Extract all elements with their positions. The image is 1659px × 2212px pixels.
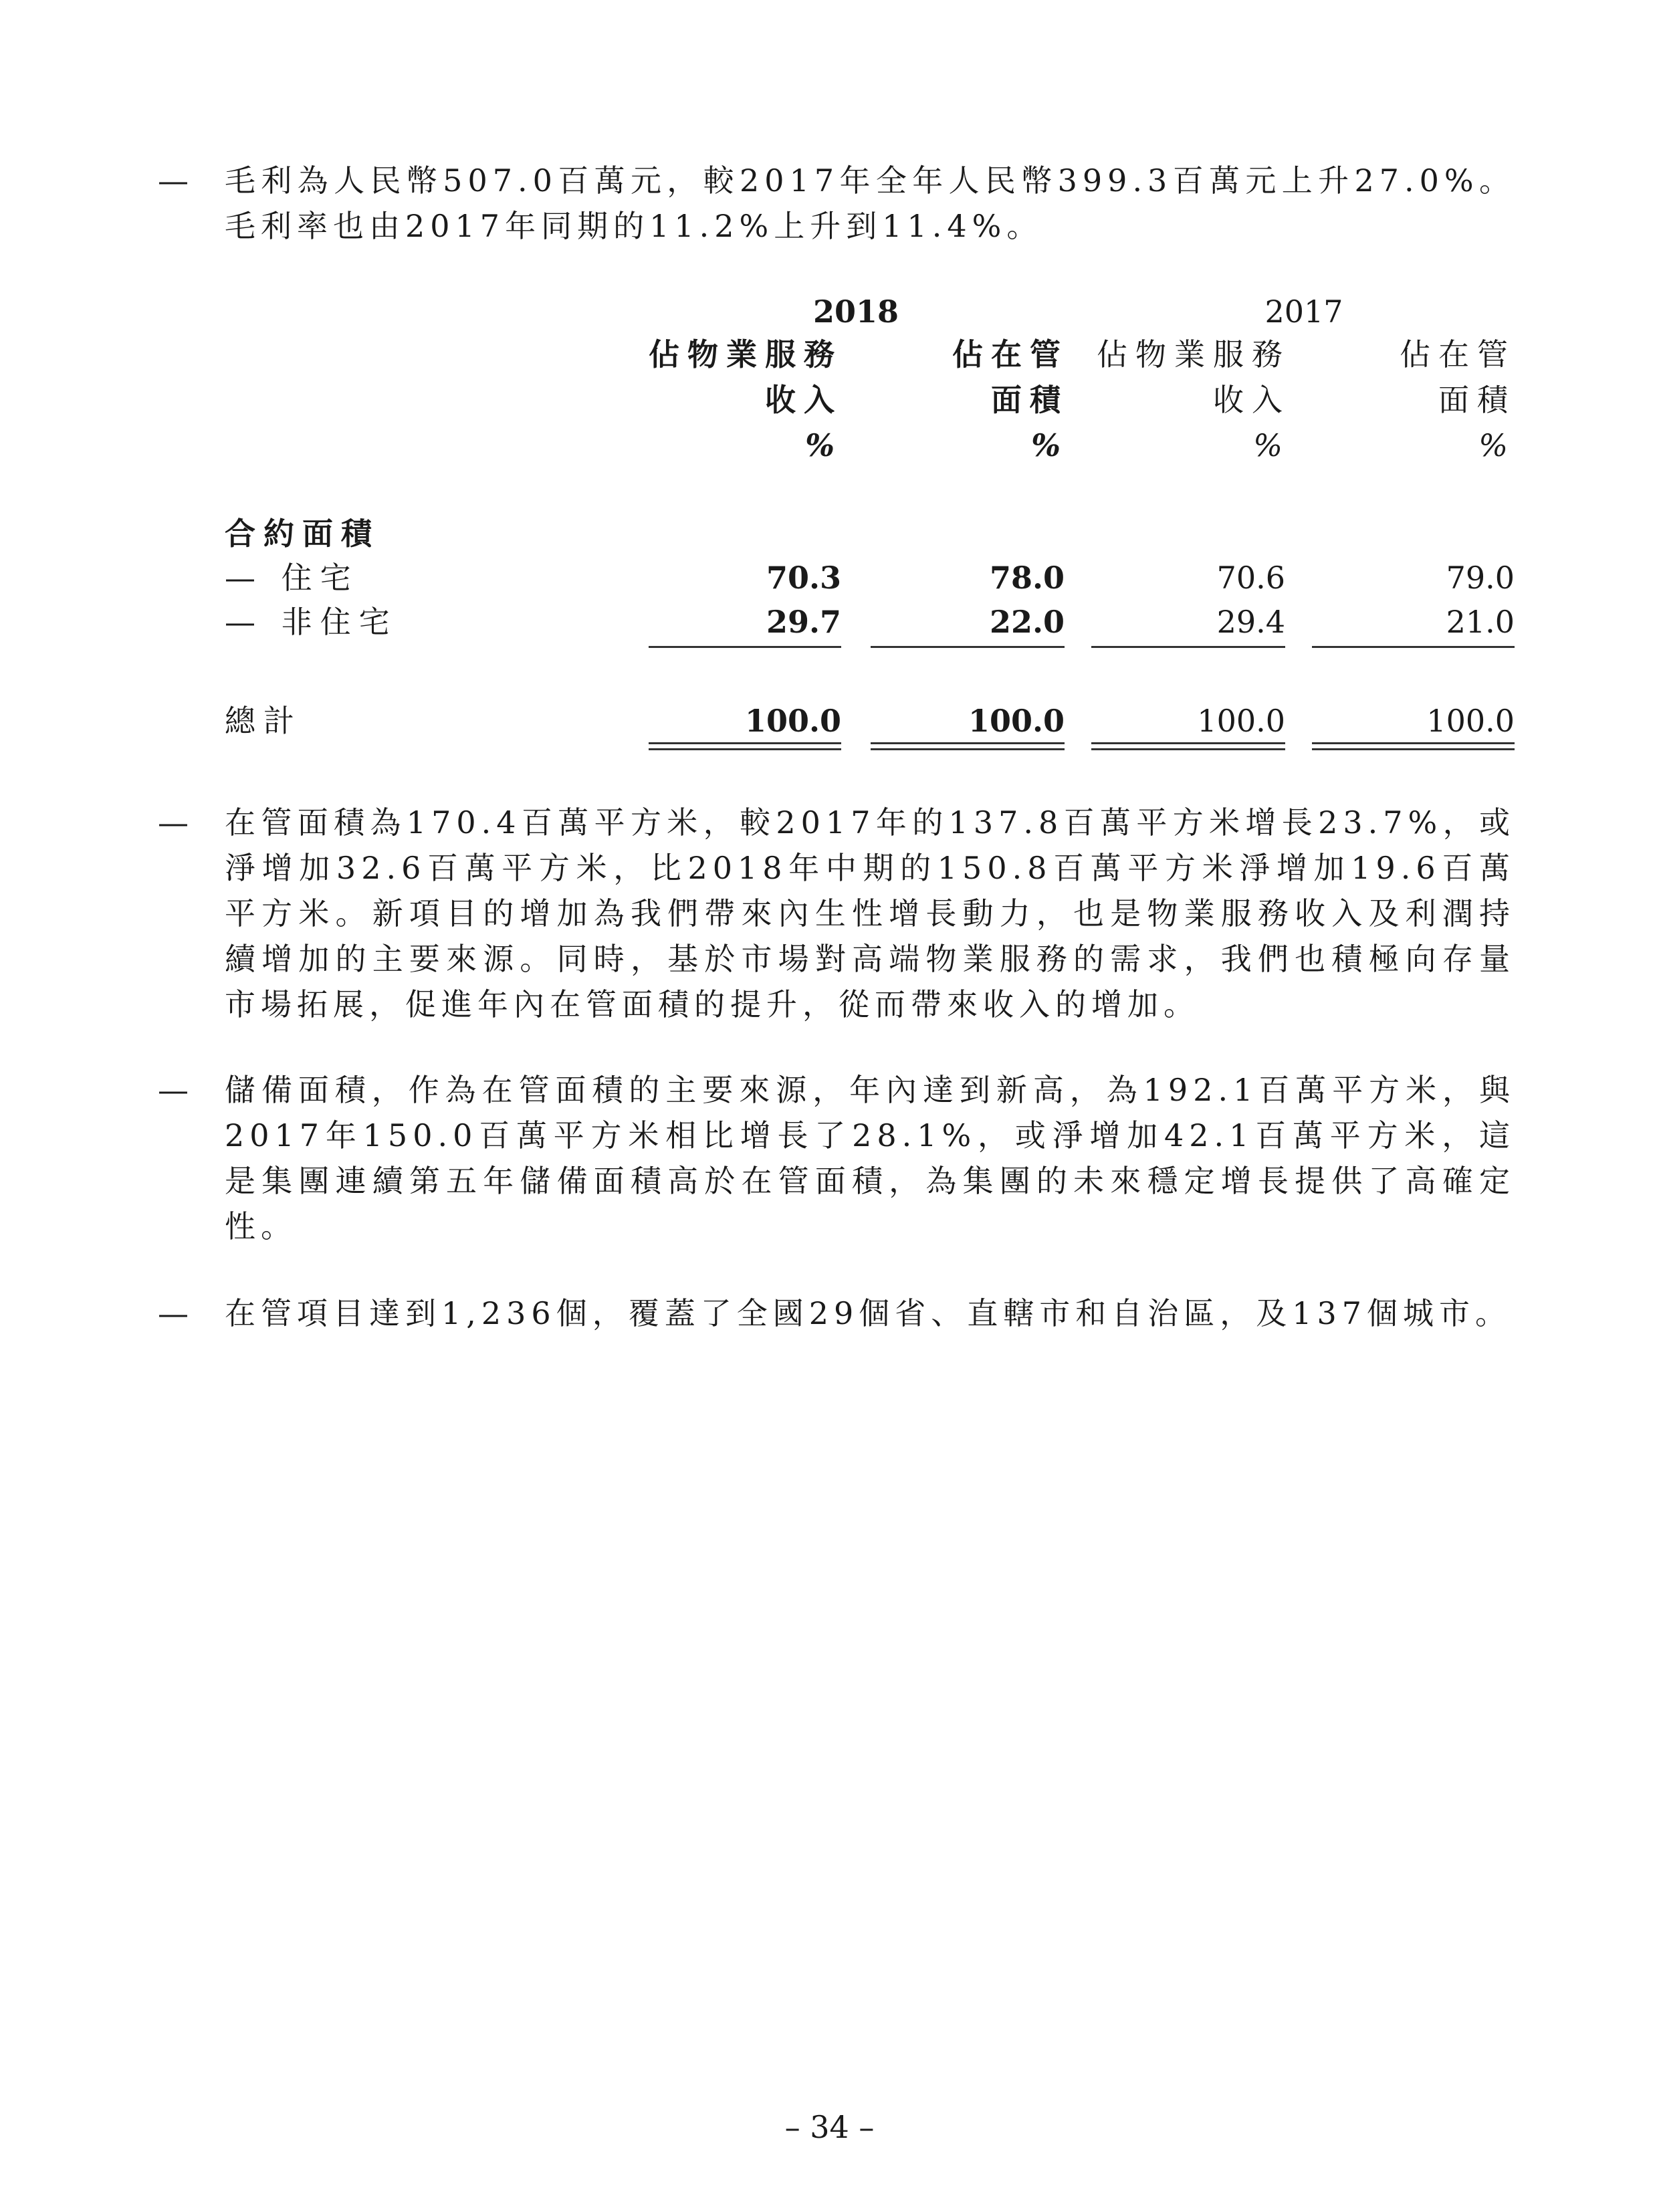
header-2017-area: 佔在管 [1400, 336, 1516, 372]
cell-2018-area-total: 100.0 [968, 703, 1065, 739]
bullet-text: 在管項目達到1,236個，覆蓋了全國29個省、直轄市和自治區，及137個城市。 [225, 1295, 1512, 1331]
bullet-dash: — [158, 1295, 189, 1331]
unit-2018-revenue: % [805, 427, 835, 463]
bullet-reserve-area [158, 1067, 1515, 1254]
cell-2018-revenue-total: 100.0 [744, 703, 841, 739]
cell-2018-area-residential: 78.0 [989, 560, 1065, 596]
bullet-dash: — [158, 1072, 189, 1108]
unit-2017-revenue: % [1253, 427, 1283, 463]
header-year-2018: 2018 [812, 294, 899, 330]
header-2018-revenue: 佔物業服務 [649, 336, 843, 372]
bullet-dash: — [158, 162, 189, 199]
header-2018-area-line2: 面積 [991, 382, 1069, 418]
header-2017-revenue-line2: 收入 [1213, 382, 1291, 418]
section-title-contracted-area: 合約面積 [225, 516, 380, 552]
cell-2018-revenue-residential: 70.3 [766, 560, 841, 596]
subtotal-rule [1312, 646, 1515, 648]
total-double-rule [1091, 742, 1285, 750]
header-year-2017: 2017 [1264, 294, 1343, 330]
subtotal-rule [871, 646, 1065, 648]
cell-2017-revenue-non-residential: 29.4 [1216, 604, 1285, 640]
cell-2017-revenue-total: 100.0 [1197, 703, 1285, 739]
header-2017-area-line2: 面積 [1438, 382, 1516, 418]
subtotal-rule [1091, 646, 1285, 648]
total-double-rule [871, 742, 1065, 750]
row-label-non-residential: — 非住宅 [225, 604, 398, 640]
bullet-dash: — [158, 804, 189, 841]
cell-2018-revenue-non-residential: 29.7 [766, 604, 841, 640]
subtotal-rule [649, 646, 841, 648]
page-number: – 34 – [784, 2109, 875, 2145]
unit-2017-area: % [1478, 427, 1508, 463]
header-2018-area: 佔在管 [952, 336, 1069, 372]
bullet-gross-profit [158, 158, 1515, 251]
total-double-rule [1312, 742, 1515, 750]
total-double-rule [649, 742, 841, 750]
cell-2017-area-non-residential: 21.0 [1446, 604, 1515, 640]
cell-2017-revenue-residential: 70.6 [1216, 560, 1285, 596]
row-label-total: 總計 [225, 703, 302, 739]
bullet-text: 儲備面積，作為在管面積的主要來源，年內達到新高，為192.1百萬平方米，與2017年150.0百萬平方米相比增長了28.1%，或淨增加42.1百萬平方米，這是集團連續第五年儲備面積高於在管面積，為集團的未來穩定增長提供了高確定性。 [225, 1072, 1515, 1244]
row-label-residential: — 住宅 [225, 560, 359, 596]
bullet-text: 毛利為人民幣507.0百萬元，較2017年全年人民幣399.3百萬元上升27.0%。毛利率也由2017年同期的11.2%上升到11.4%。 [225, 162, 1515, 244]
bullet-projects [158, 1291, 1515, 1337]
cell-2017-area-total: 100.0 [1426, 703, 1515, 739]
cell-2017-area-residential: 79.0 [1446, 560, 1515, 596]
header-2017-revenue: 佔物業服務 [1097, 336, 1291, 372]
header-2018-revenue-line2: 收入 [765, 382, 843, 418]
bullet-text: 在管面積為170.4百萬平方米，較2017年的137.8百萬平方米增長23.7%，或淨增加32.6百萬平方米，比2018年中期的150.8百萬平方米淨增加19.6百萬平方米。新項目的增加為我們帶來內生性增長動力，也是物業服務收入及利潤持續增加的主要來源。同時，基於市場對高端物業服務的需求，我們也積極向存量市場拓展，促進年內在管面積的提升，從而帶來收入的增加。 [225, 804, 1515, 1022]
bullet-managed-area [158, 800, 1515, 1034]
unit-2018-area: % [1031, 427, 1061, 463]
cell-2018-area-non-residential: 22.0 [989, 604, 1065, 640]
